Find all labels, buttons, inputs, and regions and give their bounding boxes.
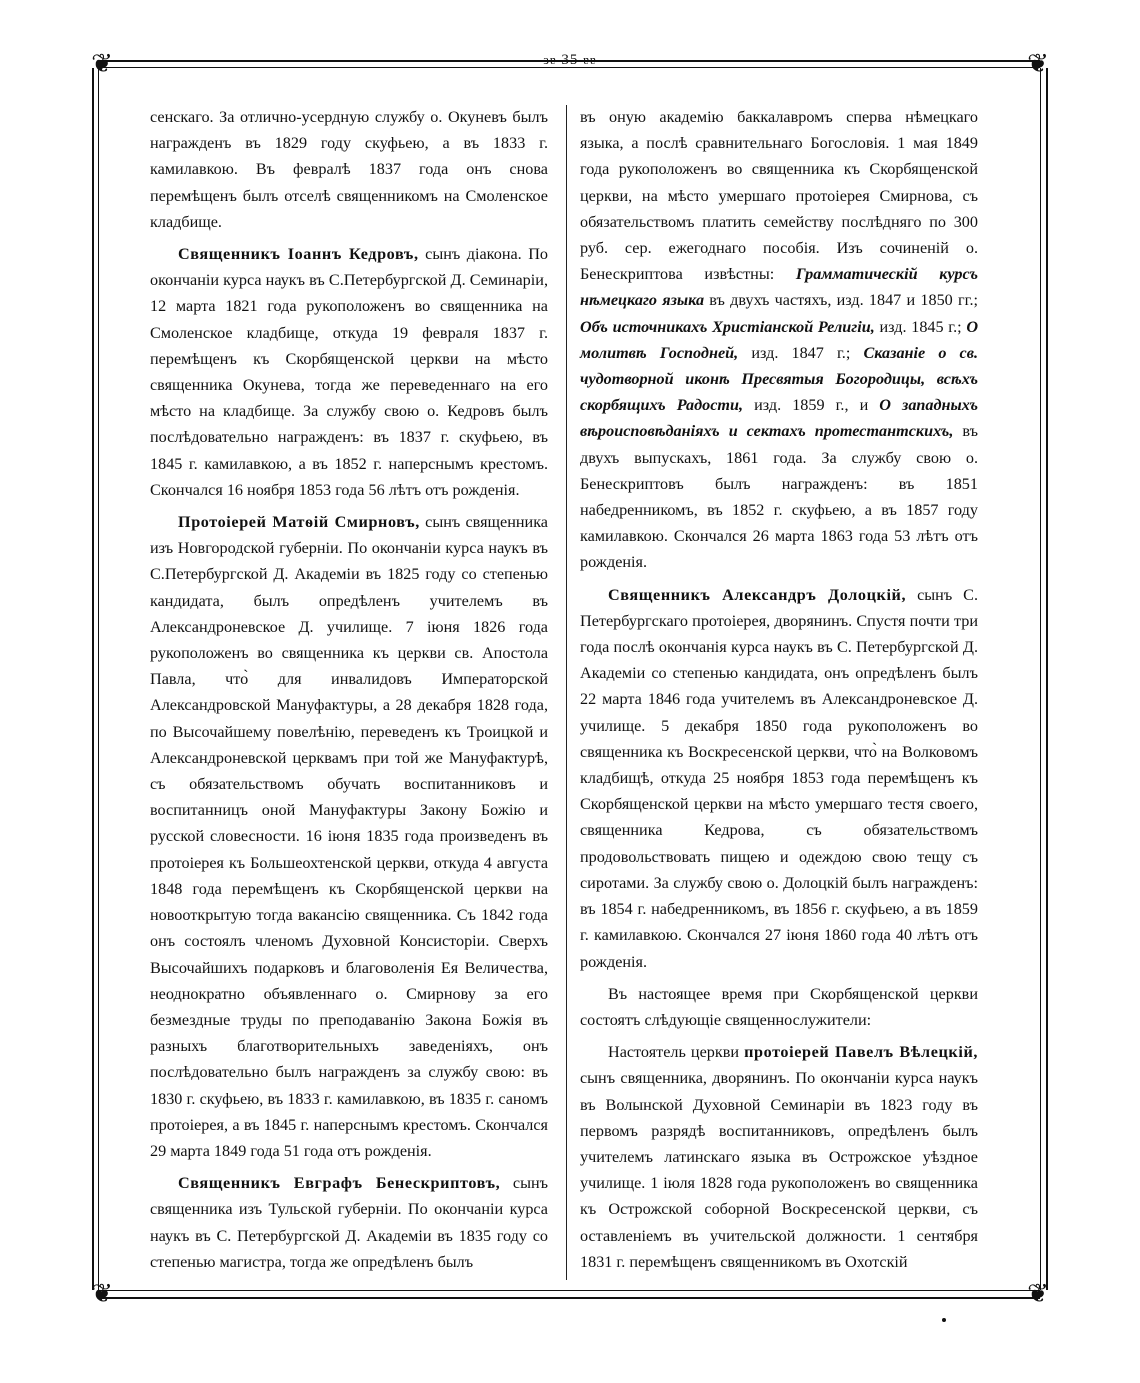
page-number-header (0, 52, 1140, 69)
paragraph-kedrov (150, 241, 548, 503)
paragraph-veletsky (580, 1039, 978, 1275)
corner-ornament-top-right-icon: ❦ (1027, 49, 1049, 78)
frame-bottom-line (100, 1297, 1040, 1299)
corner-ornament-bottom-left-icon: ❦ (91, 1279, 113, 1308)
paragraph-dolotsky (580, 582, 978, 975)
person-name-veletsky: протоіерей Павелъ Вѣлецкій, (744, 1043, 979, 1062)
paragraph-smirnov-text: сынъ священника изъ Новгородской губерніи. По окончаніи курса наукъ въ С.Петербургской Д. Академіи въ 1825 году со степенью кандидата, былъ опредѣленъ учителемъ въ Александроневское Д. училище. 7 іюня 1826 года рукоположенъ во священника къ церкви св. Апостола Павла, что̀ для инвалидовъ Императорской Александровской Мануфактуры, а 28 декабря 1828 года, по Высочайшему повелѣнію, переведенъ къ Троицкой и Александроневской церквамъ при той же Мануфактурѣ, съ обязательствомъ обучать воспитанниковъ и воспитанницъ оной Мануфактуры Закону Божію и русской словесности. 16 іюня 1835 года произведенъ въ протоіерея къ Большеохтенской церкви, откуда 4 августа 1848 года перемѣщенъ къ Скорбященской церкви на новооткрытую тогда вакансію священника. Съ 1842 года онъ состоялъ членомъ Духовной Консисторіи. Сверхъ Высочайшихъ подарковъ и благоволенія Ея Величества, неоднократно объявленнаго о. Смирнову за его безмездные труды по преподаванію Закона Божія въ разныхъ благотворительныхъ заведеніяхъ, онъ послѣдовательно былъ награжденъ за службу свою: въ 1830 г. скуфьею, въ 1833 г. камилавкою, въ 1835 г. саномъ протоіерея, а въ 1845 г. наперснымъ крестомъ. Скончался 29 марта 1849 года 51 года отъ рожденія. (150, 513, 548, 1160)
paragraph-dolotsky-text: сынъ С. Петербургскаго протоіерея, дворянинъ. Спустя почти три года послѣ окончанія курса наукъ въ С. Петербургской Д. Академіи со степенью кандидата, онъ опредѣленъ былъ 22 марта 1846 года учителемъ въ Александроневское Д. училище. 5 декабря 1850 года рукоположенъ во священника къ Воскресенской церкви, что̀ на Волковомъ кладбищѣ, откуда 25 ноября 1853 года перемѣщенъ къ Скорбященской церкви на мѣсто умершаго тестя своего, священника Кедрова, съ обязательствомъ продовольствовать пищею и одеждою свою тещу съ сиротами. За службу свою о. Долоцкій былъ награжденъ: въ 1854 г. набедренникомъ, въ 1856 г. скуфьею, а въ 1859 г. камилавкою. Скончался 27 іюня 1860 года 40 лѣтъ отъ рожденія. (580, 585, 978, 971)
frame-bottom-inner-line (100, 1290, 1040, 1291)
page-number-ornament-right-icon: ɐɐ (583, 52, 597, 67)
work-title-grammar: Грамматическій курсъ нѣмецкаго языка (580, 265, 978, 310)
person-name-kedrov: Священникъ Іоаннъ Кедровъ, (178, 245, 419, 264)
right-column (580, 104, 978, 1281)
text-segment: изд. 1845 г.; (879, 317, 962, 336)
text-segment: изд. 1859 г., и (754, 396, 869, 415)
paragraph-beneskriptov-cont (580, 104, 978, 576)
paragraph-current-clergy: Въ настоящее время при Скорбященской церкви состоятъ слѣдующіе священнослужители: (580, 984, 978, 1029)
left-column (150, 104, 548, 1281)
stray-dot (942, 1318, 946, 1322)
text-segment: въ двухъ частяхъ, изд. 1847 и 1850 гг.; (709, 291, 979, 310)
paragraph-beneskriptov (150, 1170, 548, 1275)
person-name-dolotsky: Священникъ Александръ Долоцкій, (608, 585, 907, 604)
work-title-icon-tale: Сказаніе о св. чудотворной иконѣ Пресвятыя Богородицы, всѣхъ скорбящихъ Радости, (580, 343, 979, 415)
frame-right-line (1046, 68, 1048, 1290)
text-segment: въ оную академію баккалавромъ сперва нѣмецкаго языка, а послѣ сравнительнаго Богословія. 1 мая 1849 года рукоположенъ во священника къ Скорбященской церкви, на мѣсто умершаго протоіерея Смирнова, съ обязательствомъ платить семейству послѣдняго по 300 руб. сер. ежегоднаго пособія. Изъ сочиненій о. Бенескриптова извѣстны: (580, 108, 978, 284)
corner-ornament-bottom-right-icon: ❦ (1027, 1279, 1049, 1308)
person-name-beneskriptov: Священникъ Евграфъ Бенескриптовъ, (178, 1174, 501, 1193)
frame-right-inner-line (1040, 68, 1041, 1290)
column-divider (566, 105, 567, 1280)
paragraph-okunev-end: сенскаго. За отлично-усердную службу о. Окуневъ былъ награжденъ въ 1829 году скуфьею, а въ 1833 г. камилавкою. Въ февралѣ 1837 года онъ снова перемѣщенъ былъ отселѣ священникомъ на Смоленское кладбище. (150, 108, 548, 231)
text-segment: Настоятель церкви (608, 1043, 740, 1062)
paragraph-kedrov-text: сынъ діакона. По окончаніи курса наукъ въ С.Петербургской Д. Семинаріи, 12 марта 1821 года рукоположенъ во священника на Смоленское кладбище, откуда 19 февраля 1837 г. перемѣщенъ къ Скорбященской церкви на мѣсто священника Окунева, тогда же переведеннаго на его мѣсто на кладбище. За службу свою о. Кедровъ былъ послѣдовательно награжденъ: въ 1837 г. скуфьею, въ 1845 г. камилавкою, а въ 1852 г. наперснымъ крестомъ. Скончался 16 ноября 1853 года 56 лѣтъ отъ рожденія. (150, 245, 549, 499)
text-segment: въ двухъ выпускахъ, 1861 года. За службу свою о. Бенескриптовъ былъ награжденъ: въ 1851 набедренникомъ, въ 1852 г. скуфьею, а въ 1857 году камилавкою. Скончался 26 марта 1863 года 53 лѣтъ отъ рожденія. (580, 422, 978, 572)
person-name-smirnov: Протоіерей Матѳій Смирновъ, (178, 513, 420, 532)
paragraph-veletsky-text: сынъ священника, дворянинъ. По окончаніи курса наукъ въ Волынской Духовной Семинаріи въ 1823 году въ первомъ разрядѣ воспитанниковъ, опредѣленъ былъ учителемъ латинскаго языка въ Острожское уѣздное училище. 1 іюля 1828 года рукоположенъ во священника къ Острожской соборной Воскресенской церкви, съ оставленіемъ въ учительской должности. 1 сентября 1831 г. перемѣщенъ священникомъ въ Охотскій (580, 1069, 978, 1271)
frame-left-line (92, 68, 94, 1290)
paragraph-beneskriptov-text: сынъ священника изъ Тульской губерніи. По окончаніи курса наукъ въ С. Петербургской Д. Академіи въ 1835 году со степенью магистра, тогда же опредѣленъ былъ (150, 1174, 548, 1271)
page-number: 35 (561, 52, 579, 68)
page-number-ornament-left-icon: ɜɐ (543, 52, 557, 67)
paragraph-smirnov (150, 509, 548, 1164)
work-title-prayer: О молитвѣ Господней, (580, 317, 979, 362)
corner-ornament-top-left-icon: ❦ (91, 49, 113, 78)
work-title-sources: Объ источникахъ Христіанской Религіи, (580, 317, 875, 336)
text-segment: изд. 1847 г.; (751, 343, 851, 362)
frame-left-inner-line (98, 68, 99, 1290)
work-title-western-confessions: О западныхъ вѣроисповѣданіяхъ и сектахъ протестантскихъ, (580, 396, 978, 441)
